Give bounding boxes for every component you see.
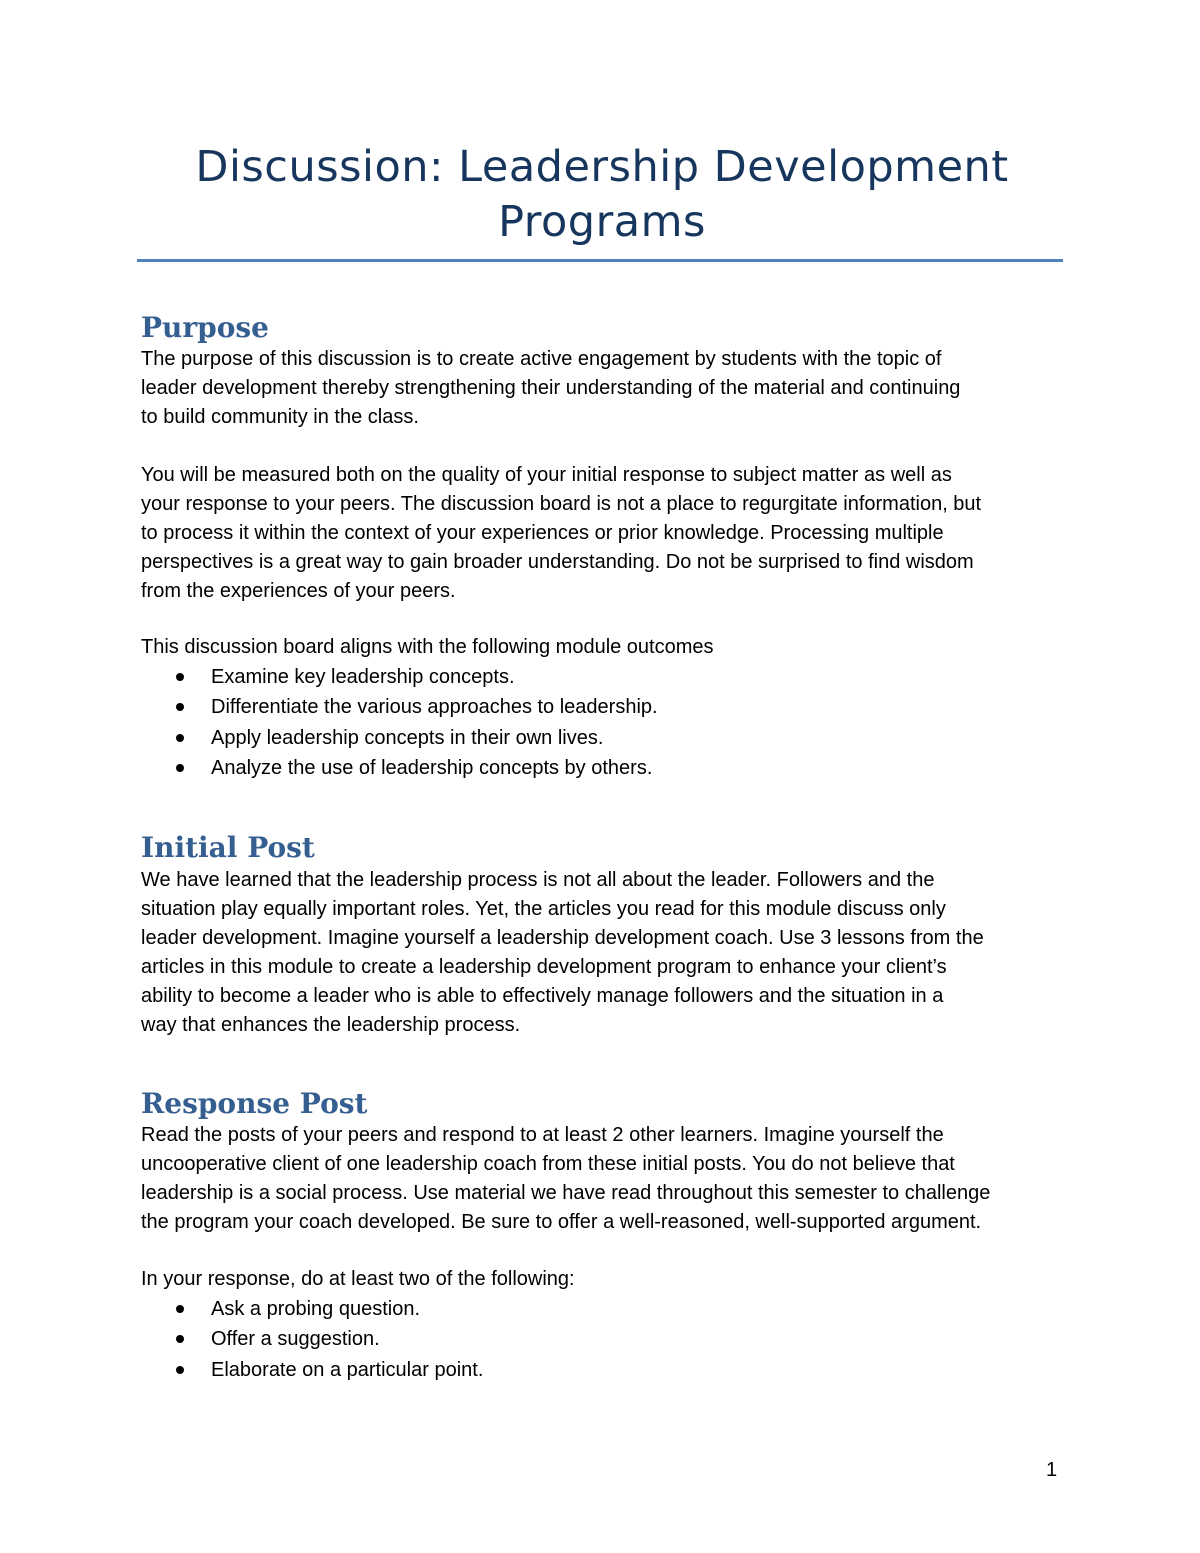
bullet-icon: [176, 734, 184, 742]
bullet-icon: [176, 703, 184, 711]
response-option-text: Elaborate on a particular point.: [211, 1358, 484, 1381]
outcome-text: Apply leadership concepts in their own lives.: [211, 726, 604, 749]
bullet-icon: [176, 1366, 184, 1374]
purpose-paragraph-1: The purpose of this discussion is to create active engagement by students with the topic of leader development thereby strengthening their understanding of the material and continuing to build community in the class.: [141, 348, 961, 428]
response-post-paragraph: Read the posts of your peers and respond to at least 2 other learners. Imagine yourself the uncooperative client of one leadership coach from these initial posts. You do not believe that leadership is a social process. Use material we have read throughout this semester to challenge the program your coach developed. Be sure to offer a well-reasoned, well-supported argument.: [141, 1124, 991, 1233]
bullet-icon: [176, 1335, 184, 1343]
purpose-paragraph-2: You will be measured both on the quality of your initial response to subject matter as well as your response to your peers. The discussion board is not a place to regurgitate information, but to process it within the context of your experiences or prior knowledge. Processing multiple perspectives is a great way to gain broader understanding. Do not be surprised to find wisdom from the experiences of your peers.: [141, 464, 982, 602]
list-item: [141, 1324, 483, 1354]
outcome-text: Analyze the use of leadership concepts by others.: [211, 757, 653, 780]
list-item: [141, 1355, 483, 1385]
response-option-text: Offer a suggestion.: [211, 1328, 380, 1351]
list-item: [141, 692, 658, 722]
document-title-line-2: Programs: [498, 197, 706, 247]
outcome-text: Examine key leadership concepts.: [211, 666, 515, 688]
page-number: 1: [1046, 1459, 1058, 1481]
initial-post-paragraph: We have learned that the leadership process is not all about the leader. Followers and the situation play equally important roles. Yet, the articles you read for this module discuss only leader development. Imagine yourself a leadership development coach. Use 3 lessons from the articles in this module to create a leadership development program to enhance your client’s ability to become a leader who is able to effectively manage followers and the situation in a way that enhances the leadership process.: [141, 869, 984, 1036]
response-list-intro: In your response, do at least two of the following:: [141, 1268, 575, 1290]
module-outcomes-list: [141, 662, 658, 784]
initial-post-heading: Initial Post: [141, 831, 315, 864]
response-options-list: [141, 1294, 483, 1385]
response-post-heading: Response Post: [141, 1087, 368, 1120]
bullet-icon: [176, 764, 184, 772]
list-item: [141, 662, 658, 692]
bullet-icon: [176, 1305, 184, 1313]
document-title: [141, 140, 1063, 250]
purpose-heading: Purpose: [141, 311, 269, 344]
outcome-text: Differentiate the various approaches to leadership.: [211, 696, 658, 719]
list-item: [141, 723, 658, 753]
list-item: [141, 753, 658, 783]
bullet-icon: [176, 673, 184, 681]
response-option-text: Ask a probing question.: [211, 1298, 421, 1320]
document-title-line-1: Discussion: Leadership Development: [195, 142, 1009, 192]
outcomes-intro: This discussion board aligns with the following module outcomes: [141, 636, 714, 658]
list-item: [141, 1294, 483, 1324]
title-underline-rule: [137, 259, 1063, 262]
